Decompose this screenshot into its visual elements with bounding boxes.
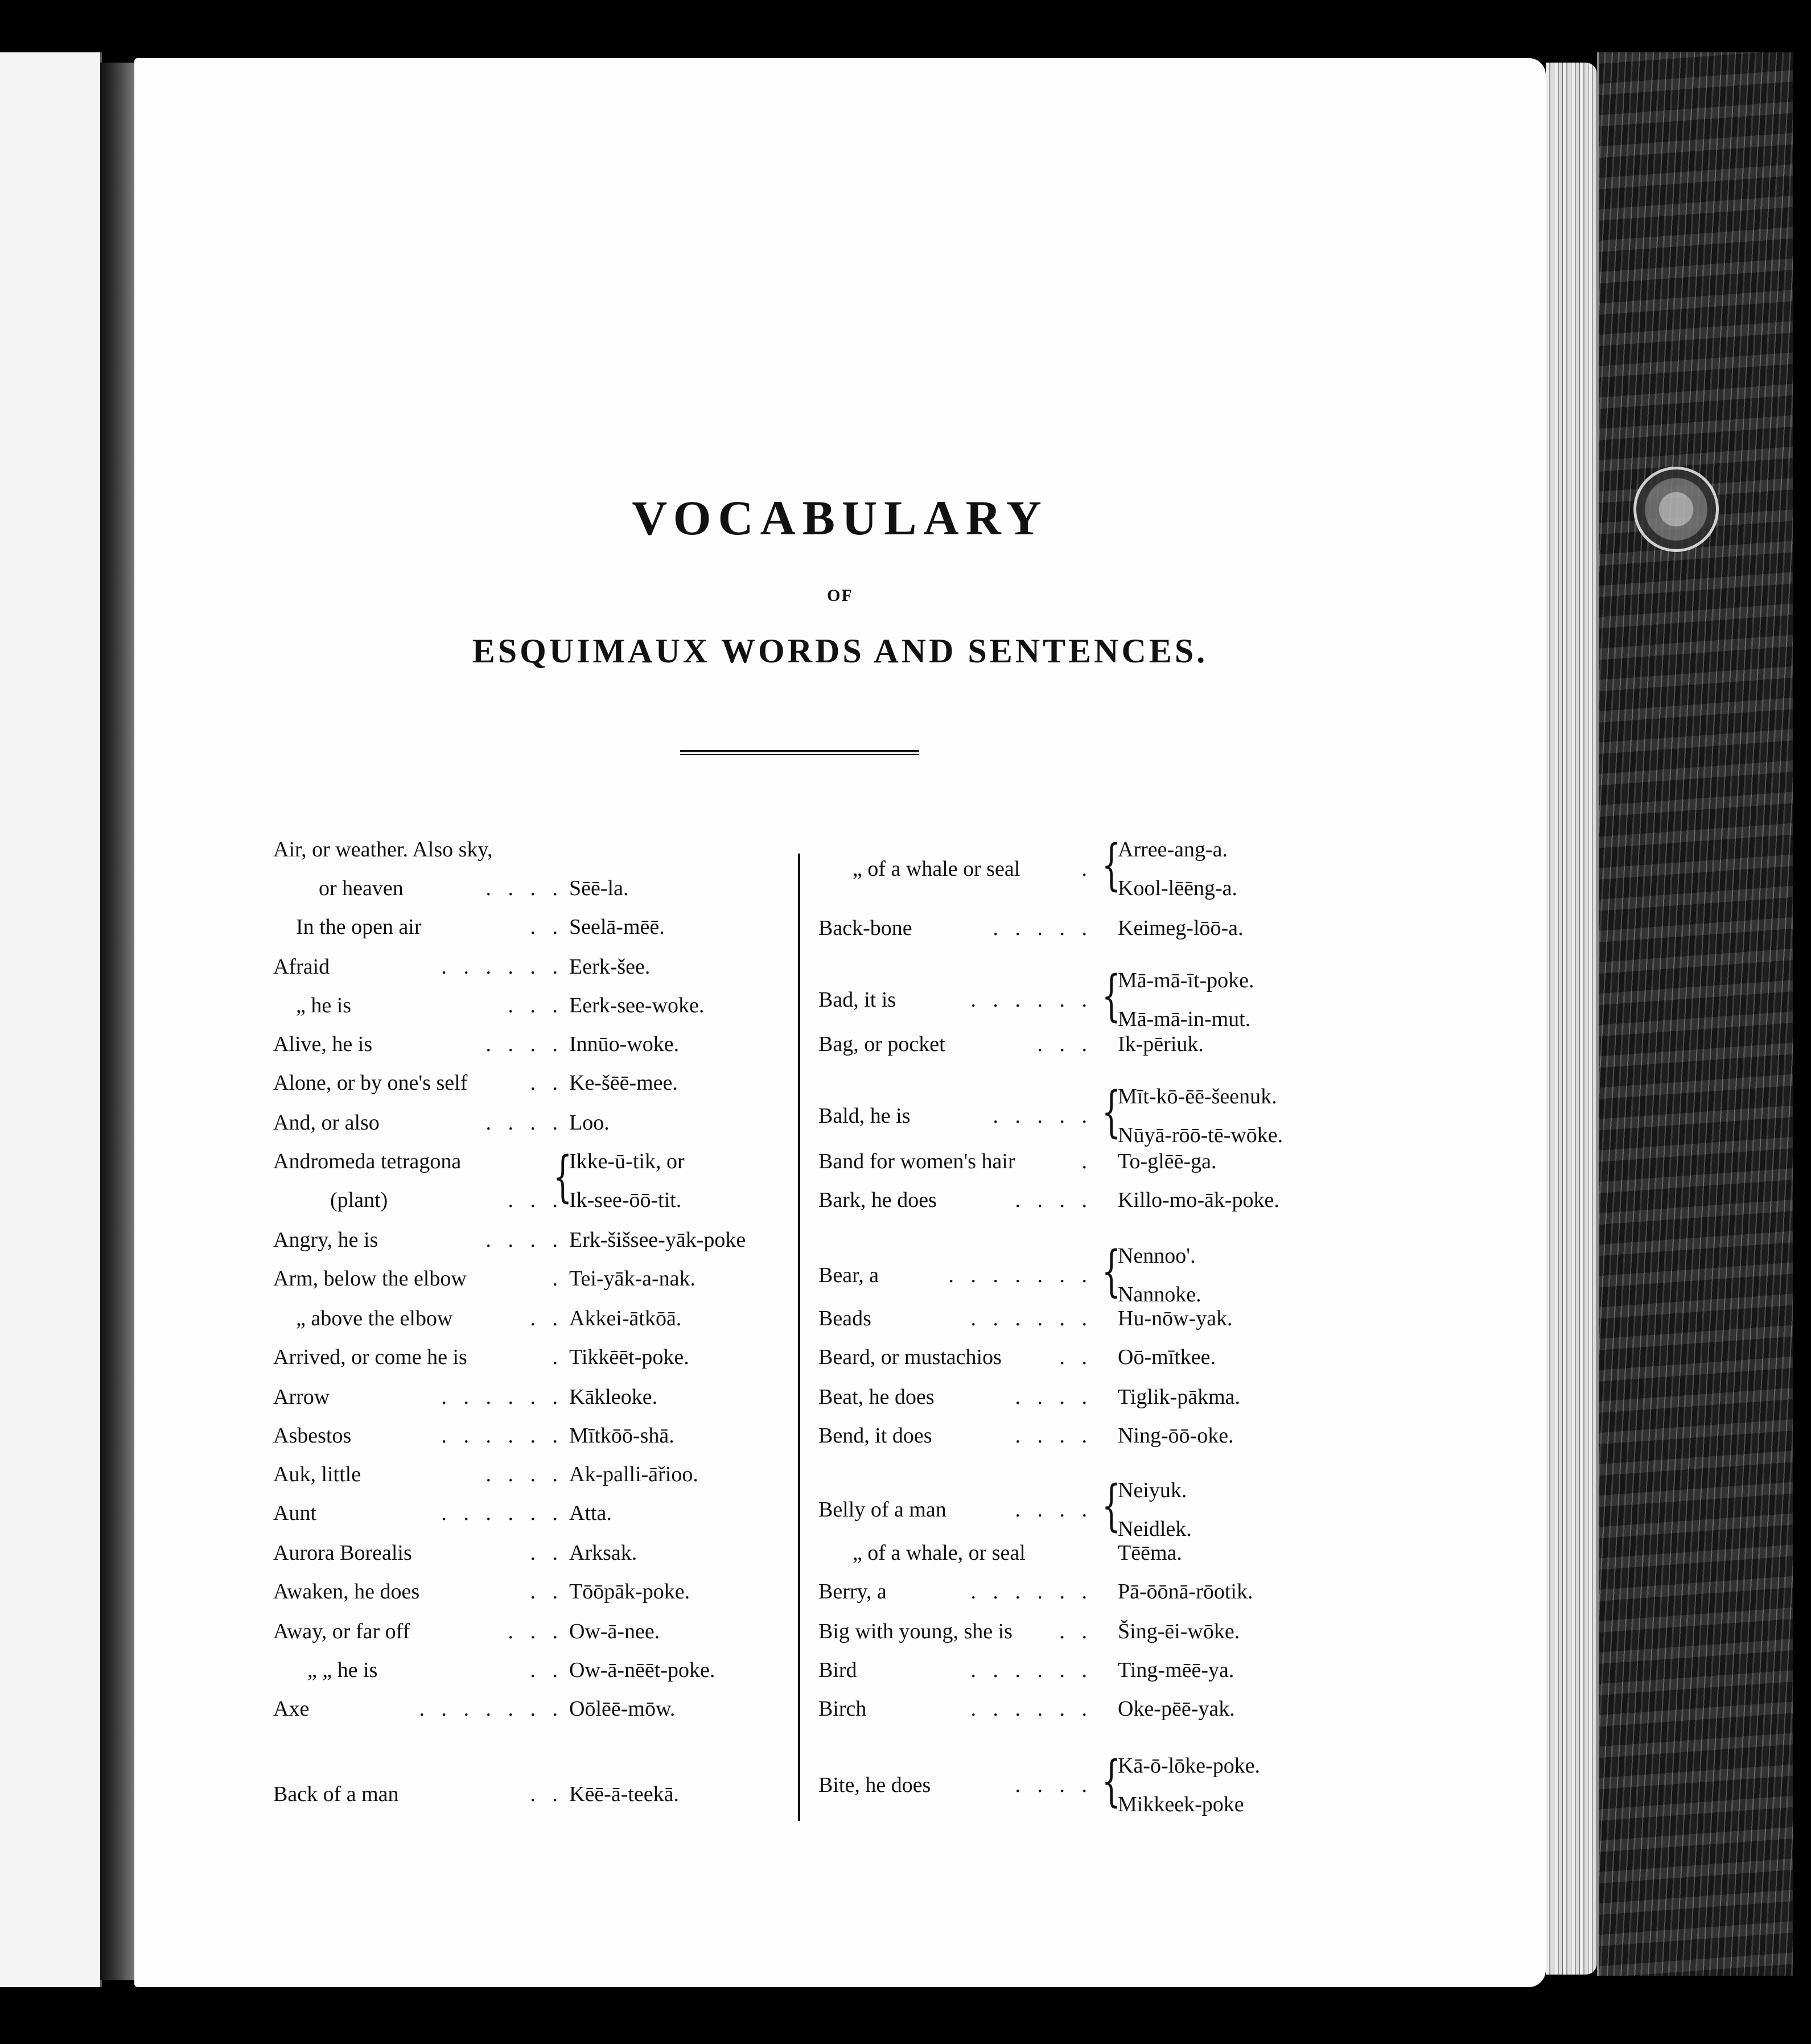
esquimaux-term: Keimeg-lōō-a. [1118, 916, 1244, 940]
left-page-edge [0, 52, 102, 1987]
esquimaux-term: Kool-lēēng-a. [1118, 876, 1237, 900]
esquimaux-term: Kākleoke. [569, 1385, 658, 1409]
leader-dots: . . . . [485, 1032, 563, 1056]
vocab-word: Bad, it is [818, 988, 896, 1012]
leader-dots: . . [1059, 1619, 1093, 1643]
leader-dots: . . [530, 1782, 563, 1806]
column-divider [798, 854, 800, 1821]
esquimaux-term: Ik-see-ōō-tit. [569, 1188, 682, 1212]
leader-dots: . . . . [485, 1111, 563, 1135]
leader-dots: . . . . . . [441, 1424, 563, 1448]
brace-symbol: { [1101, 1080, 1121, 1144]
vocab-word: „ he is [296, 994, 352, 1017]
vocab-word: Bend, it does [818, 1424, 932, 1448]
vocab-word: Angry, he is [273, 1228, 378, 1252]
vocab-word: Bite, he does [818, 1773, 931, 1797]
vocab-word: Awaken, he does [273, 1580, 420, 1604]
leader-dots: . . [530, 1658, 563, 1682]
esquimaux-term: Arksak. [569, 1541, 637, 1565]
esquimaux-term: Oō-mītkee. [1118, 1345, 1216, 1369]
vocab-word: Asbestos [273, 1424, 352, 1448]
vocab-word: Beads [818, 1307, 871, 1330]
vocab-word: Auk, little [273, 1462, 361, 1486]
leader-dots: . . . [508, 994, 563, 1017]
esquimaux-term: Neidlek. [1118, 1517, 1192, 1541]
esquimaux-term: Tōōpāk-poke. [569, 1580, 690, 1604]
esquimaux-term: Nennoo'. [1118, 1244, 1196, 1268]
leader-dots: . . [530, 1307, 563, 1330]
vocab-word: Berry, a [818, 1580, 887, 1604]
esquimaux-term: Mīt-kō-ēē-šeenuk. [1118, 1085, 1277, 1108]
esquimaux-term: To-glēē-ga. [1118, 1149, 1217, 1173]
leader-dots: . . . . [1015, 1773, 1093, 1797]
esquimaux-term: Loo. [569, 1111, 610, 1135]
esquimaux-term: Šing-ēi-wōke. [1118, 1619, 1240, 1643]
leader-dots: . . . . [485, 876, 563, 900]
leader-dots: . . . . . . . [419, 1697, 563, 1721]
esquimaux-term: Erk-šišsee-yāk-poke [569, 1228, 746, 1252]
esquimaux-term: Eerk-see-woke. [569, 994, 705, 1017]
esquimaux-term: Mikkeek-poke [1118, 1792, 1244, 1816]
esquimaux-term: Ow-ā-nēēt-poke. [569, 1658, 715, 1682]
esquimaux-term: Tēēma. [1118, 1541, 1182, 1565]
book-gutter [100, 63, 134, 1980]
title-connector: OF [827, 586, 853, 605]
leader-dots: . . . . [485, 1228, 563, 1252]
vocab-word: Aurora Borealis [273, 1541, 412, 1565]
vocab-word: „ above the elbow [296, 1307, 453, 1330]
vocab-word: Away, or far off [273, 1619, 410, 1643]
esquimaux-term: Kā-ō-lōke-poke. [1118, 1754, 1261, 1778]
brace-symbol: { [1101, 833, 1121, 897]
leader-dots: . . . . . . [970, 1307, 1093, 1330]
vocab-word: „ „ he is [307, 1658, 378, 1682]
page-subtitle: ESQUIMAUX WORDS AND SENTENCES. [472, 632, 1208, 670]
vocab-word: Bear, a [818, 1263, 879, 1287]
leader-dots: . . . . . . [441, 955, 563, 979]
esquimaux-term: Hu-nōw-yak. [1118, 1307, 1233, 1330]
esquimaux-term: Akkei-ātkōā. [569, 1307, 682, 1330]
leader-dots: . . . . . . . [948, 1263, 1093, 1287]
vocab-word: Axe [273, 1697, 310, 1721]
leader-dots: . . . . [1015, 1188, 1093, 1212]
leader-dots: . . . . . . [970, 988, 1093, 1012]
brace-symbol: { [1101, 1239, 1121, 1303]
leader-dots: . . . [508, 1188, 563, 1212]
brace-symbol: { [1101, 1749, 1121, 1813]
esquimaux-term: Seelā-mēē. [569, 915, 665, 939]
leader-dots: . . . . . [993, 916, 1093, 940]
vocab-word: „ of a whale or seal [853, 857, 1020, 881]
esquimaux-term: Ke-šēē-mee. [569, 1071, 678, 1095]
page-edges [1546, 63, 1597, 1975]
esquimaux-term: Atta. [569, 1501, 612, 1525]
page-title: VOCABULARY [632, 491, 1048, 545]
title-rule [680, 750, 919, 755]
esquimaux-term: Ikke-ū-tik, or [569, 1149, 685, 1173]
leader-dots: . . [530, 1541, 563, 1565]
brace-symbol: { [1101, 1474, 1121, 1538]
brace-symbol: { [553, 1145, 573, 1209]
esquimaux-term: Eerk-šee. [569, 955, 651, 979]
esquimaux-term: Mītkōō-shā. [569, 1424, 674, 1448]
esquimaux-term: Ow-ā-nee. [569, 1619, 660, 1643]
library-stamp [1633, 467, 1719, 552]
esquimaux-term: Oke-pēē-yak. [1118, 1697, 1235, 1721]
esquimaux-term: Ning-ōō-oke. [1118, 1424, 1234, 1448]
vocab-word: Afraid [273, 955, 330, 979]
leader-dots: . . . . . . [441, 1501, 563, 1525]
vocab-word: Arm, below the elbow [273, 1267, 467, 1291]
vocab-word: Back of a man [273, 1782, 399, 1806]
vocab-word: Alone, or by one's self [273, 1071, 468, 1095]
esquimaux-term: Arree-ang-a. [1118, 838, 1228, 862]
esquimaux-term: Sēē-la. [569, 876, 629, 900]
vocab-word: Belly of a man [818, 1498, 946, 1522]
leader-dots: . . . . [1015, 1498, 1093, 1522]
leader-dots: . . [1059, 1345, 1093, 1369]
vocab-word: Arrived, or come he is [273, 1345, 467, 1369]
esquimaux-term: Mā-mā-īt-poke. [1118, 969, 1254, 992]
vocab-word: Bag, or pocket [818, 1032, 945, 1056]
esquimaux-term: Ting-mēē-ya. [1118, 1658, 1234, 1682]
esquimaux-term: Mā-mā-in-mut. [1118, 1007, 1251, 1031]
vocab-word: Bark, he does [818, 1188, 937, 1212]
leader-dots: . [1081, 1149, 1093, 1173]
leader-dots: . . . . [1015, 1424, 1093, 1448]
leader-dots: . . . [1037, 1032, 1093, 1056]
leader-dots: . . [530, 1580, 563, 1604]
vocab-word: Back-bone [818, 916, 912, 940]
vocab-word: And, or also [273, 1111, 380, 1135]
leader-dots: . . . . . . [970, 1658, 1093, 1682]
brace-symbol: { [1101, 964, 1121, 1028]
vocab-word: Alive, he is [273, 1032, 373, 1056]
leader-dots: . . [530, 915, 563, 939]
vocab-word: Band for women's hair [818, 1149, 1015, 1173]
vocab-word: Bald, he is [818, 1104, 911, 1128]
leader-dots: . . . . . [993, 1104, 1093, 1128]
leader-dots: . . . . [485, 1462, 563, 1486]
leader-dots: . . . . . . [970, 1580, 1093, 1604]
vocab-word: Aunt [273, 1501, 316, 1525]
leader-dots: . [552, 1345, 563, 1369]
leader-dots: . [552, 1267, 563, 1291]
vocab-word: Andromeda tetragona [273, 1149, 462, 1173]
leader-dots: . [1081, 857, 1093, 881]
esquimaux-term: Neiyuk. [1118, 1478, 1187, 1502]
esquimaux-term: Nūyā-rōō-tē-wōke. [1118, 1123, 1283, 1147]
vocab-word: (plant) [330, 1188, 388, 1212]
esquimaux-term: Pā-ōōnā-rōotik. [1118, 1580, 1253, 1604]
vocab-word: or heaven [319, 876, 404, 900]
vocab-word: Big with young, she is [818, 1619, 1012, 1643]
esquimaux-term: Kēē-ā-teekā. [569, 1782, 680, 1806]
vocab-word: Birch [818, 1697, 867, 1721]
vocab-word: Air, or weather. Also sky, [273, 838, 493, 862]
esquimaux-term: Tiglik-pākma. [1118, 1385, 1240, 1409]
esquimaux-term: Killo-mo-āk-poke. [1118, 1188, 1279, 1212]
leader-dots: . . . . [1015, 1385, 1093, 1409]
esquimaux-term: Tei-yāk-a-nak. [569, 1267, 696, 1291]
vocab-word: Beard, or mustachios [818, 1345, 1002, 1369]
vocab-word: In the open air [296, 915, 422, 939]
vocab-word: Bird [818, 1658, 857, 1682]
esquimaux-term: Oōlēē-mōw. [569, 1697, 676, 1721]
esquimaux-term: Nannoke. [1118, 1283, 1201, 1307]
vocab-word: Beat, he does [818, 1385, 935, 1409]
leader-dots: . . . . . . [441, 1385, 563, 1409]
esquimaux-term: Ak-palli-āřioo. [569, 1462, 698, 1486]
esquimaux-term: Innūo-woke. [569, 1032, 680, 1056]
leader-dots: . . . . . . [970, 1697, 1093, 1721]
vocab-word: „ of a whale, or seal [853, 1541, 1026, 1565]
leader-dots: . . . [508, 1619, 563, 1643]
esquimaux-term: Ik-pēriuk. [1118, 1032, 1204, 1056]
esquimaux-term: Tikkēēt-poke. [569, 1345, 689, 1369]
marbled-cover [1597, 52, 1793, 1976]
leader-dots: . . [530, 1071, 563, 1095]
vocab-word: Arrow [273, 1385, 330, 1409]
